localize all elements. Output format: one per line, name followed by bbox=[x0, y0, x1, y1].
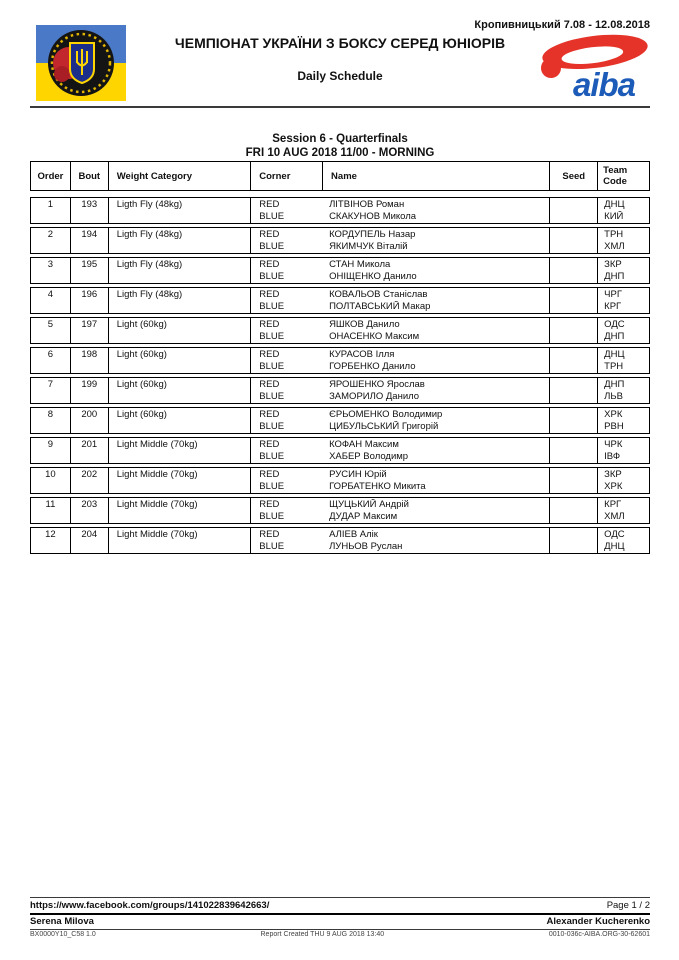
aiba-wordmark: aiba bbox=[573, 66, 636, 103]
blue-seed bbox=[550, 481, 597, 493]
bout-corner-labels bbox=[251, 408, 323, 433]
bout-order: 8 bbox=[31, 408, 71, 433]
bout-number: 202 bbox=[71, 468, 109, 493]
bout-team-codes bbox=[598, 468, 649, 493]
bout-row bbox=[30, 197, 650, 224]
bout-team-codes bbox=[598, 288, 649, 313]
bout-order: 10 bbox=[31, 468, 71, 493]
red-corner-label: RED bbox=[259, 199, 280, 210]
bout-row bbox=[30, 527, 650, 554]
bout-row bbox=[30, 257, 650, 284]
red-team-code: ЧРК bbox=[604, 439, 623, 450]
blue-team-code: КИЙ bbox=[604, 211, 624, 222]
bout-seeds bbox=[550, 228, 598, 253]
red-seed bbox=[550, 499, 597, 511]
bout-boxer-names bbox=[323, 408, 550, 433]
red-seed bbox=[550, 259, 597, 271]
blue-corner-label: BLUE bbox=[259, 301, 285, 312]
bout-seeds bbox=[550, 438, 598, 463]
blue-team-code: ХМЛ bbox=[604, 511, 625, 522]
blue-corner-label: BLUE bbox=[259, 331, 285, 342]
red-boxer-name: СТАН Микола bbox=[329, 259, 391, 270]
page-number: Page 1 / 2 bbox=[606, 900, 650, 911]
bout-number: 201 bbox=[71, 438, 109, 463]
bout-order: 11 bbox=[31, 498, 71, 523]
bout-order: 7 bbox=[31, 378, 71, 403]
blue-seed bbox=[550, 421, 597, 433]
red-boxer-name: КУРАСОВ Ілля bbox=[329, 349, 395, 360]
column-header-weight-category: Weight Category bbox=[109, 162, 252, 190]
blue-seed bbox=[550, 451, 597, 463]
blue-seed bbox=[550, 211, 597, 223]
bout-boxer-names bbox=[323, 348, 550, 373]
bout-rows bbox=[30, 197, 650, 557]
bout-boxer-names bbox=[323, 438, 550, 463]
red-team-code: ДНП bbox=[604, 379, 625, 390]
bout-seeds bbox=[550, 528, 598, 553]
bout-boxer-names bbox=[323, 198, 550, 223]
column-header-bout: Bout bbox=[71, 162, 109, 190]
document-subtitle: Daily Schedule bbox=[297, 69, 383, 83]
blue-boxer-name: ЯКИМЧУК Віталій bbox=[329, 241, 408, 252]
red-team-code: ЧРГ bbox=[604, 289, 622, 300]
column-header-corner: Corner bbox=[251, 162, 323, 190]
aiba-glove-cuff bbox=[541, 58, 561, 78]
bout-row bbox=[30, 227, 650, 254]
blue-boxer-name: ДУДАР Максим bbox=[329, 511, 398, 522]
red-seed bbox=[550, 529, 597, 541]
bout-weight-category: Light (60kg) bbox=[109, 378, 252, 403]
federation-logo bbox=[36, 25, 126, 101]
bout-number: 198 bbox=[71, 348, 109, 373]
red-corner-label: RED bbox=[259, 319, 280, 330]
red-team-code: ОДС bbox=[604, 529, 625, 540]
blue-team-code: ДНП bbox=[604, 331, 625, 342]
bout-boxer-names bbox=[323, 468, 550, 493]
event-title: ЧЕМПІОНАТ УКРАЇНИ З БОКСУ СЕРЕД ЮНІОРІВ bbox=[174, 35, 506, 51]
bout-corner-labels bbox=[251, 348, 323, 373]
red-boxer-name: КОФАН Максим bbox=[329, 439, 399, 450]
blue-corner-label: BLUE bbox=[259, 361, 285, 372]
bout-team-codes bbox=[598, 438, 649, 463]
blue-boxer-name: ХАБЕР Володимр bbox=[329, 451, 409, 462]
column-header-name: Name bbox=[323, 162, 550, 190]
red-seed bbox=[550, 349, 597, 361]
bout-seeds bbox=[550, 468, 598, 493]
blue-boxer-name: ЦИБУЛЬСЬКИЙ Григорій bbox=[329, 421, 439, 432]
bout-number: 204 bbox=[71, 528, 109, 553]
blue-corner-label: BLUE bbox=[259, 481, 285, 492]
bout-team-codes bbox=[598, 408, 649, 433]
blue-team-code: ХМЛ bbox=[604, 241, 625, 252]
blue-boxer-name: ГОРБЕНКО Данило bbox=[329, 361, 416, 372]
session-schedule: FRI 10 AUG 2018 11/00 - MORNING bbox=[245, 147, 435, 159]
blue-boxer-name: ГОРБАТЕНКО Микита bbox=[329, 481, 426, 492]
bout-row bbox=[30, 347, 650, 374]
blue-boxer-name: ОНІЩЕНКО Данило bbox=[329, 271, 417, 282]
blue-seed bbox=[550, 241, 597, 253]
bout-weight-category: Light Middle (70kg) bbox=[109, 438, 252, 463]
red-seed bbox=[550, 319, 597, 331]
bout-corner-labels bbox=[251, 498, 323, 523]
blue-corner-label: BLUE bbox=[259, 541, 285, 552]
blue-boxer-name: СКАКУНОВ Микола bbox=[329, 211, 417, 222]
bout-boxer-names bbox=[323, 258, 550, 283]
red-boxer-name: ЄРЬОМЕНКО Володимир bbox=[329, 409, 443, 420]
bout-row bbox=[30, 287, 650, 314]
red-team-code: ДНЦ bbox=[604, 349, 625, 360]
red-seed bbox=[550, 469, 597, 481]
blue-seed bbox=[550, 301, 597, 313]
bout-team-codes bbox=[598, 318, 649, 343]
bout-order: 2 bbox=[31, 228, 71, 253]
bout-team-codes bbox=[598, 528, 649, 553]
bout-number: 200 bbox=[71, 408, 109, 433]
blue-corner-label: BLUE bbox=[259, 271, 285, 282]
bout-number: 199 bbox=[71, 378, 109, 403]
red-seed bbox=[550, 379, 597, 391]
red-boxer-name: АЛІЕВ Алік bbox=[329, 529, 378, 540]
red-team-code: ХРК bbox=[604, 409, 623, 420]
red-corner-label: RED bbox=[259, 529, 280, 540]
bout-number: 193 bbox=[71, 198, 109, 223]
aiba-logo bbox=[537, 32, 655, 104]
red-corner-label: RED bbox=[259, 259, 280, 270]
blue-team-code: РВН bbox=[604, 421, 624, 432]
red-boxer-name: КОВАЛЬОВ Станіслав bbox=[329, 289, 428, 300]
red-seed bbox=[550, 289, 597, 301]
bout-order: 12 bbox=[31, 528, 71, 553]
blue-team-code: ДНП bbox=[604, 271, 625, 282]
bout-corner-labels bbox=[251, 198, 323, 223]
bout-order: 3 bbox=[31, 258, 71, 283]
bout-row bbox=[30, 437, 650, 464]
bout-corner-labels bbox=[251, 378, 323, 403]
report-code: BX0000Y10_C58 1.0 bbox=[30, 931, 96, 938]
footer-divider-top bbox=[30, 897, 650, 898]
red-corner-label: RED bbox=[259, 289, 280, 300]
bout-order: 5 bbox=[31, 318, 71, 343]
bout-order: 1 bbox=[31, 198, 71, 223]
boxing-glove-thumb bbox=[54, 66, 70, 82]
bout-corner-labels bbox=[251, 468, 323, 493]
bout-team-codes bbox=[598, 228, 649, 253]
bout-seeds bbox=[550, 498, 598, 523]
column-header-seed: Seed bbox=[550, 162, 598, 190]
document-id: 0010-036c-AIBA.ORG-30-62601 bbox=[548, 931, 650, 938]
bout-number: 194 bbox=[71, 228, 109, 253]
bout-number: 195 bbox=[71, 258, 109, 283]
red-boxer-name: КОРДУПЕЛЬ Назар bbox=[329, 229, 416, 240]
bout-number: 203 bbox=[71, 498, 109, 523]
red-boxer-name: ЯРОШЕНКО Ярослав bbox=[329, 379, 425, 390]
blue-team-code: ХРК bbox=[604, 481, 623, 492]
blue-seed bbox=[550, 271, 597, 283]
blue-boxer-name: ЛУНЬОВ Руслан bbox=[329, 541, 403, 552]
red-boxer-name: РУСИН Юрій bbox=[329, 469, 387, 480]
schedule-table-header bbox=[30, 161, 650, 191]
blue-corner-label: BLUE bbox=[259, 451, 285, 462]
footer-divider-bottom bbox=[30, 929, 650, 930]
bout-row bbox=[30, 407, 650, 434]
bout-boxer-names bbox=[323, 228, 550, 253]
blue-corner-label: BLUE bbox=[259, 421, 285, 432]
blue-corner-label: BLUE bbox=[259, 211, 285, 222]
bout-weight-category: Ligth Fly (48kg) bbox=[109, 228, 252, 253]
red-seed bbox=[550, 229, 597, 241]
red-corner-label: RED bbox=[259, 439, 280, 450]
blue-seed bbox=[550, 361, 597, 373]
bout-boxer-names bbox=[323, 528, 550, 553]
blue-seed bbox=[550, 391, 597, 403]
bout-corner-labels bbox=[251, 258, 323, 283]
red-corner-label: RED bbox=[259, 409, 280, 420]
bout-boxer-names bbox=[323, 318, 550, 343]
bout-corner-labels bbox=[251, 528, 323, 553]
bout-team-codes bbox=[598, 378, 649, 403]
blue-boxer-name: ПОЛТАВСЬКИЙ Макар bbox=[329, 301, 431, 312]
footer-divider-middle bbox=[30, 913, 650, 915]
bout-number: 197 bbox=[71, 318, 109, 343]
bout-seeds bbox=[550, 288, 598, 313]
bout-seeds bbox=[550, 348, 598, 373]
bout-weight-category: Ligth Fly (48kg) bbox=[109, 258, 252, 283]
red-boxer-name: ЯШКОВ Данило bbox=[329, 319, 400, 330]
blue-team-code: ТРН bbox=[604, 361, 624, 372]
red-corner-label: RED bbox=[259, 229, 280, 240]
blue-seed bbox=[550, 511, 597, 523]
bout-team-codes bbox=[598, 348, 649, 373]
bout-weight-category: Light (60kg) bbox=[109, 318, 252, 343]
session-title: Session 6 - Quarterfinals bbox=[272, 133, 408, 145]
bout-number: 196 bbox=[71, 288, 109, 313]
bout-weight-category: Light (60kg) bbox=[109, 348, 252, 373]
bout-seeds bbox=[550, 408, 598, 433]
bout-corner-labels bbox=[251, 318, 323, 343]
bout-order: 6 bbox=[31, 348, 71, 373]
header-divider bbox=[30, 106, 650, 108]
bout-row bbox=[30, 377, 650, 404]
footer-fineprint bbox=[30, 931, 650, 938]
blue-team-code: ДНЦ bbox=[604, 541, 625, 552]
red-team-code: ДНЦ bbox=[604, 199, 625, 210]
bout-boxer-names bbox=[323, 378, 550, 403]
bout-corner-labels bbox=[251, 438, 323, 463]
blue-team-code: ЛЬВ bbox=[604, 391, 623, 402]
event-location-dates: Кропивницький 7.08 - 12.08.2018 bbox=[474, 19, 650, 31]
bout-weight-category: Ligth Fly (48kg) bbox=[109, 198, 252, 223]
red-seed bbox=[550, 199, 597, 211]
bout-weight-category: Light Middle (70kg) bbox=[109, 528, 252, 553]
bout-weight-category: Ligth Fly (48kg) bbox=[109, 288, 252, 313]
red-seed bbox=[550, 439, 597, 451]
bout-order: 9 bbox=[31, 438, 71, 463]
session-block bbox=[30, 132, 650, 160]
official-name-left: Serena Milova bbox=[30, 916, 94, 927]
blue-corner-label: BLUE bbox=[259, 241, 285, 252]
blue-team-code: ІВФ bbox=[604, 451, 621, 462]
red-team-code: ЗКР bbox=[604, 469, 622, 480]
red-corner-label: RED bbox=[259, 349, 280, 360]
bout-order: 4 bbox=[31, 288, 71, 313]
facebook-group-link[interactable]: https://www.facebook.com/groups/141022839642663/ bbox=[30, 900, 270, 911]
bout-weight-category: Light Middle (70kg) bbox=[109, 498, 252, 523]
blue-seed bbox=[550, 541, 597, 553]
bout-seeds bbox=[550, 198, 598, 223]
red-seed bbox=[550, 409, 597, 421]
blue-boxer-name: ЗАМОРИЛО Данило bbox=[329, 391, 420, 402]
blue-corner-label: BLUE bbox=[259, 511, 285, 522]
blue-seed bbox=[550, 331, 597, 343]
bout-corner-labels bbox=[251, 288, 323, 313]
blue-team-code: КРГ bbox=[604, 301, 622, 312]
column-header-team-code: Team Code bbox=[603, 165, 628, 187]
red-boxer-name: ЩУЦЬКИЙ Андрій bbox=[329, 499, 409, 510]
blue-boxer-name: ОНАСЕНКО Максим bbox=[329, 331, 420, 342]
bout-row bbox=[30, 467, 650, 494]
bout-boxer-names bbox=[323, 288, 550, 313]
red-boxer-name: ЛІТВІНОВ Роман bbox=[329, 199, 405, 210]
bout-seeds bbox=[550, 318, 598, 343]
red-corner-label: RED bbox=[259, 379, 280, 390]
column-header-order: Order bbox=[31, 162, 71, 190]
bout-row bbox=[30, 317, 650, 344]
bout-team-codes bbox=[598, 198, 649, 223]
bout-team-codes bbox=[598, 258, 649, 283]
official-name-right: Alexander Kucherenko bbox=[546, 916, 650, 927]
bout-weight-category: Light (60kg) bbox=[109, 408, 252, 433]
bout-corner-labels bbox=[251, 228, 323, 253]
red-corner-label: RED bbox=[259, 499, 280, 510]
report-created: Report Created THU 9 AUG 2018 13:40 bbox=[260, 931, 385, 938]
bout-seeds bbox=[550, 378, 598, 403]
blue-corner-label: BLUE bbox=[259, 391, 285, 402]
red-team-code: КРГ bbox=[604, 499, 622, 510]
red-team-code: ОДС bbox=[604, 319, 625, 330]
red-team-code: ТРН bbox=[604, 229, 624, 240]
red-corner-label: RED bbox=[259, 469, 280, 480]
bout-team-codes bbox=[598, 498, 649, 523]
bout-seeds bbox=[550, 258, 598, 283]
bout-boxer-names bbox=[323, 498, 550, 523]
red-team-code: ЗКР bbox=[604, 259, 622, 270]
bout-row bbox=[30, 497, 650, 524]
bout-weight-category: Light Middle (70kg) bbox=[109, 468, 252, 493]
